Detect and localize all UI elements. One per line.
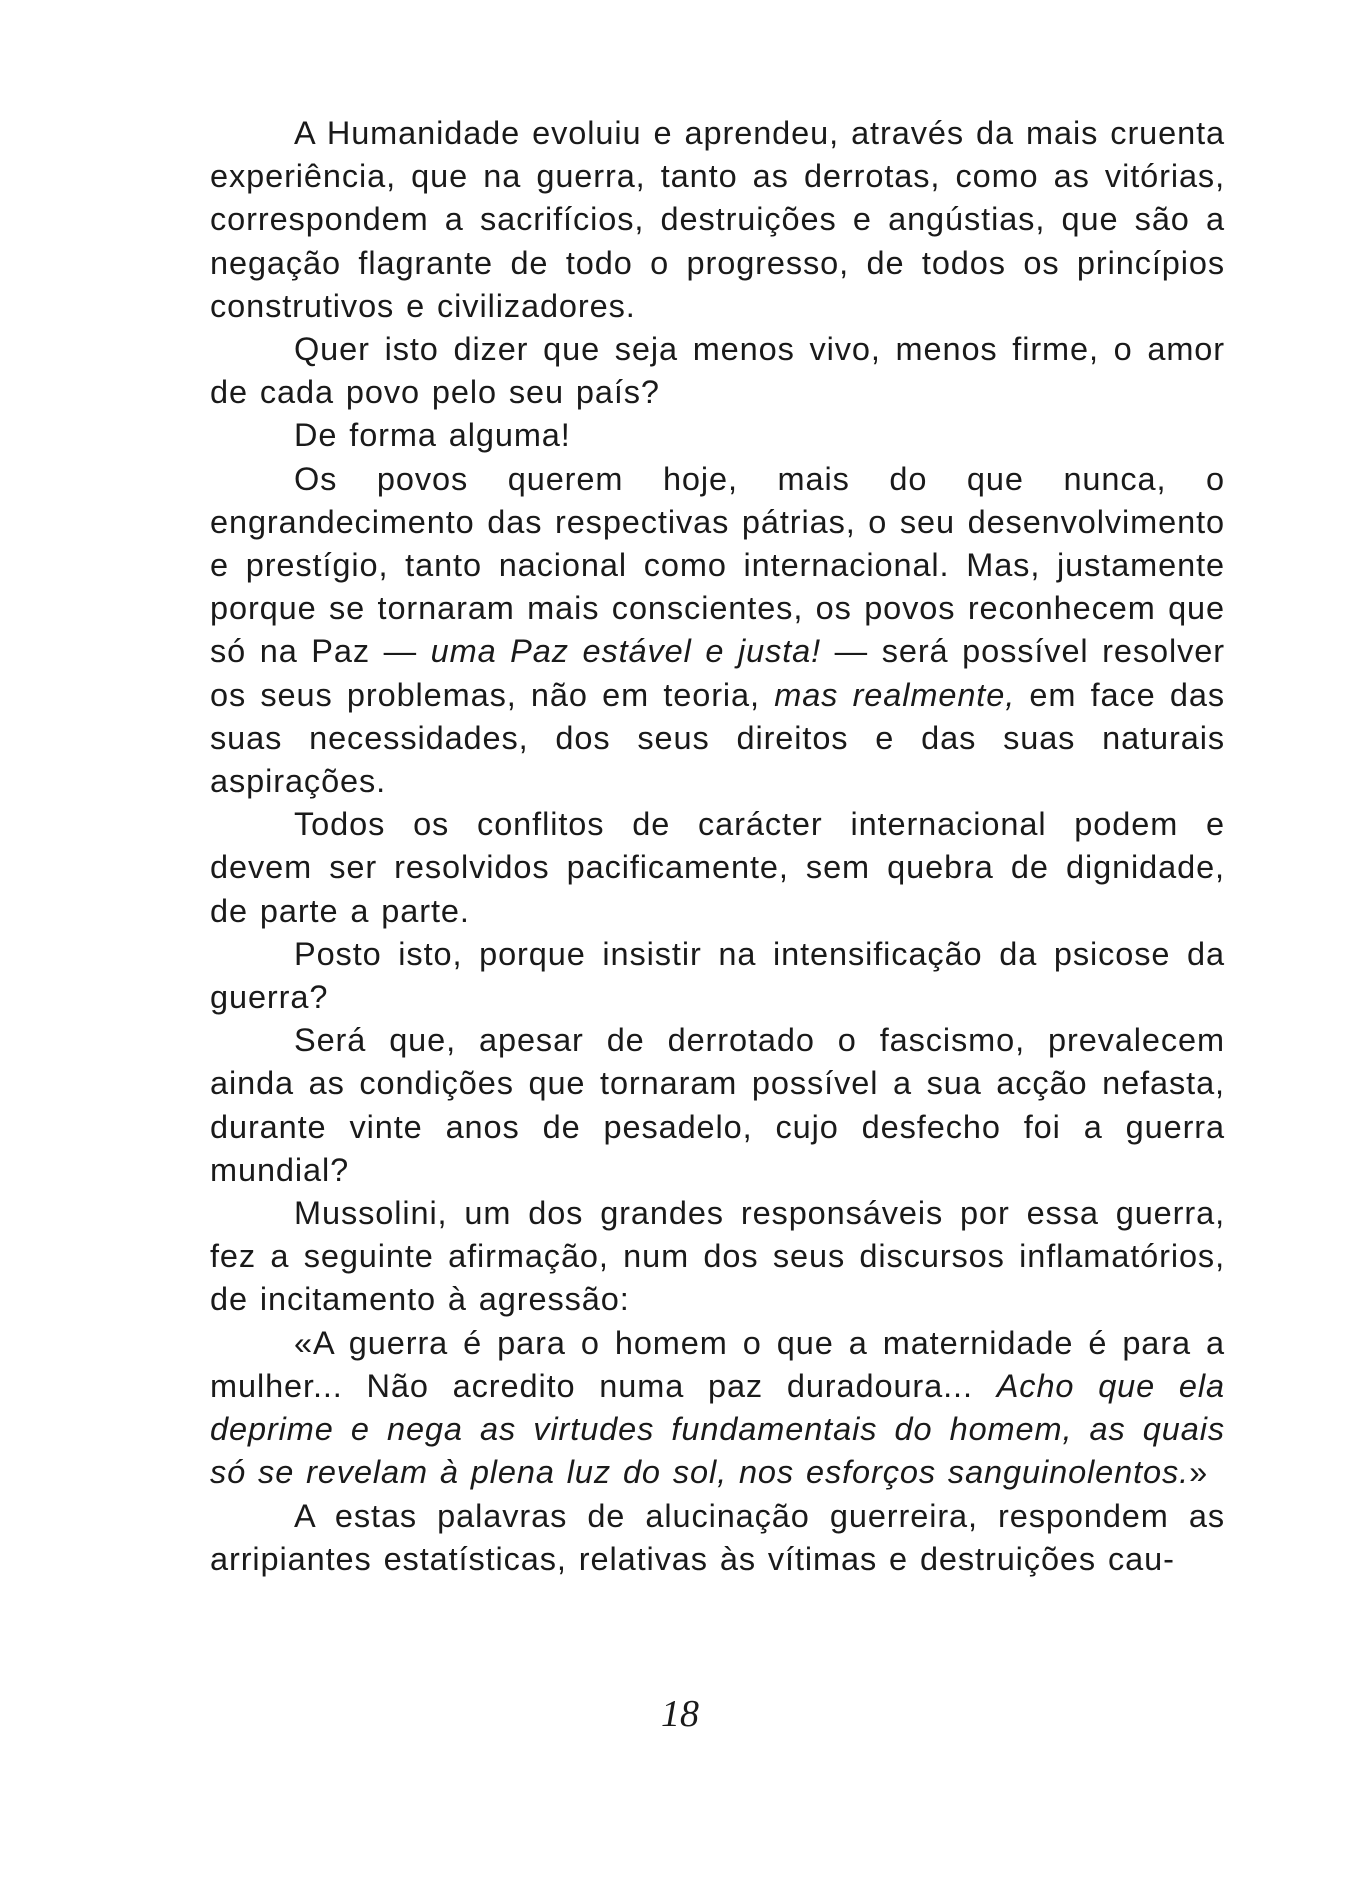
paragraph — [210, 1192, 1225, 1322]
italic-text: uma Paz estável e justa! — [430, 633, 822, 670]
text-run: Mussolini, um dos grandes responsáveis por essa guerra, fez a seguinte afirmação, num dos seus discursos inflamatórios, de incitamento à agressão: — [210, 1195, 1225, 1318]
paragraph — [210, 933, 1225, 1019]
text-run: Todos os conflitos de carácter internacional podem e devem ser resolvidos pacificamente, sem quebra de dignidade, de parte a parte. — [210, 806, 1225, 929]
text-run: A estas palavras de alucinação guerreira, respondem as arripiantes estatísticas, relativas às vítimas e destruições cau- — [210, 1497, 1225, 1577]
text-run: Posto isto, porque insistir na intensificação da psicose da guerra? — [210, 935, 1225, 1016]
page-number: 18 — [661, 1693, 699, 1735]
paragraph — [210, 458, 1225, 804]
paragraph — [210, 112, 1225, 328]
text-run: De forma alguma! — [294, 417, 571, 454]
text-run: A Humanidade evoluiu e aprendeu, através da mais cruenta experiência, que na guerra, tanto as derrotas, como as vitórias, correspondem a sacrifícios, destruições e angústias, que são a negação flagrante de todo o progresso, de todos os princípios construtivos e civilizadores. — [210, 115, 1225, 324]
text-run: em face das suas necessidades, dos seus direitos e das suas naturais aspirações. — [210, 676, 1226, 800]
text-run: Será que, apesar de derrotado o fascismo, prevalecem ainda as condições que tornaram possível a sua acção nefasta, durante vinte anos de pesadelo, cujo desfecho foi a guerra mundial? — [210, 1022, 1225, 1188]
paragraph — [210, 414, 1225, 457]
text-run: «A guerra é para o homem o que a maternidade é para a mulher... Não acredito numa paz duradoura... — [210, 1324, 1225, 1404]
body-text — [210, 112, 1225, 1581]
text-run: » — [1189, 1454, 1209, 1491]
paragraph — [210, 803, 1225, 933]
text-run: — será possível resolver os seus problemas, não em teoria, — [210, 633, 1225, 713]
italic-text: Acho que ela deprime e nega as virtudes fundamentais do homem, as quais só se revelam à plena luz do sol, nos esforços sanguinolentos. — [210, 1367, 1225, 1491]
paragraph — [210, 1495, 1225, 1581]
text-run: Quer isto dizer que seja menos vivo, menos firme, o amor de cada povo pelo seu país? — [210, 331, 1225, 411]
text-run: Os povos querem hoje, mais do que nunca, o engrandecimento das respectivas pátrias, o seu desenvolvimento e prestígio, tanto nacional como internacional. Mas, justamente porque se tornaram mais conscientes, os povos reconhecem que só na Paz — — [210, 460, 1225, 670]
paragraph — [210, 328, 1225, 414]
paragraph — [210, 1322, 1225, 1495]
paragraph — [210, 1019, 1225, 1192]
italic-text: mas realmente, — [774, 676, 1016, 713]
